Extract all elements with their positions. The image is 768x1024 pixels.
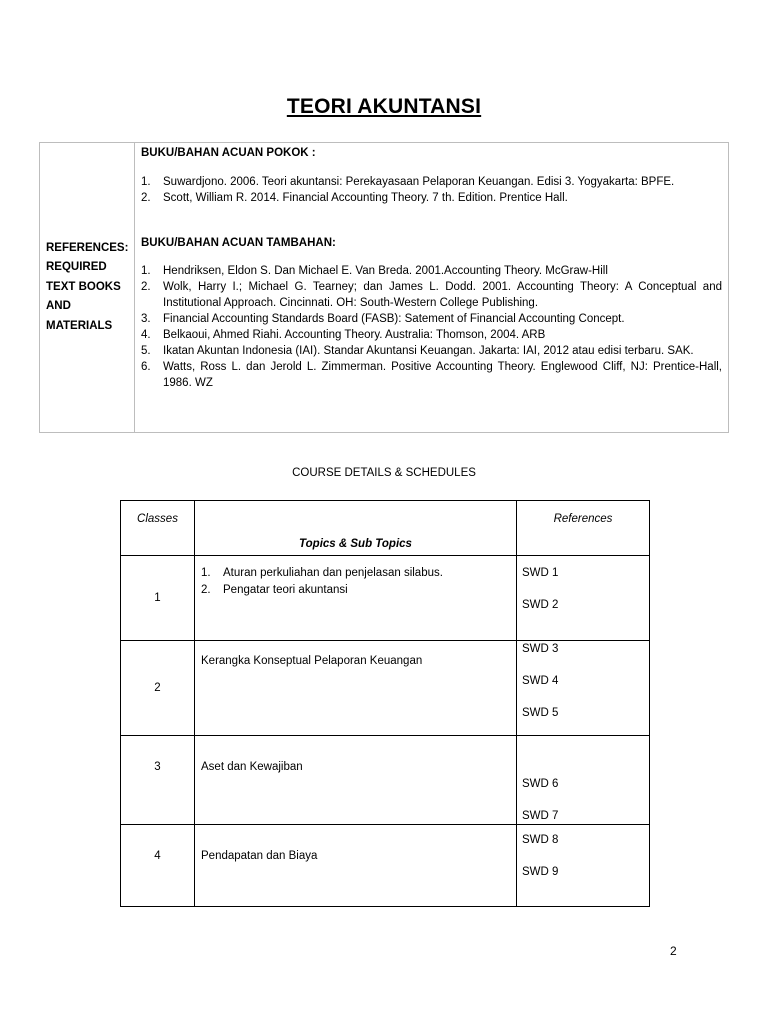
ref-code: SWD 7 — [522, 810, 559, 822]
classes-header: Classes — [121, 501, 195, 556]
ref-code — [522, 760, 644, 776]
class-number: 3 — [121, 736, 195, 825]
schedule-heading: COURSE DETAILS & SCHEDULES — [292, 467, 476, 479]
topics-header: Topics & Sub Topics — [195, 501, 517, 556]
references-label-line: REQUIRED — [46, 261, 107, 274]
references-label-line: MATERIALS — [46, 319, 113, 332]
references-label-line: TEXT BOOKS — [46, 280, 121, 293]
references-content — [135, 143, 729, 433]
primary-references-list — [141, 174, 722, 206]
ref-code — [522, 581, 644, 597]
list-number: 1. — [141, 176, 151, 188]
table-row — [121, 556, 650, 641]
list-text: Watts, Ross L. dan Jerold L. Zimmerman. Positive Accounting Theory. Englewood Cliff, NJ: Prentice-Hall, 1986. WZ — [163, 361, 722, 389]
class-number: 1 — [121, 556, 195, 641]
list-number: 6. — [141, 361, 151, 373]
list-text: Pengatar teori akuntansi — [223, 584, 348, 596]
list-text: Wolk, Harry I.; Michael G. Tearney; dan James L. Dodd. 2001. Accounting Theory: A Conceptual and Institutional Approach. Cincinnati. OH: South-Western College Publishing. — [163, 281, 722, 309]
references-label-line: REFERENCES: — [46, 241, 129, 254]
ref-code — [522, 689, 644, 705]
ref-code — [522, 848, 644, 864]
ref-code: SWD 9 — [522, 866, 559, 878]
list-number: 5. — [141, 345, 151, 357]
table-row — [121, 825, 650, 907]
ref-code: SWD 3 — [522, 643, 559, 655]
list-number: 2. — [201, 584, 211, 596]
page-number: 2 — [670, 944, 677, 958]
ref-code: SWD 1 — [522, 567, 559, 579]
ref-code: SWD 8 — [522, 834, 559, 846]
list-text: Scott, William R. 2014. Financial Accounting Theory. 7 th. Edition. Prentice Hall. — [163, 192, 568, 204]
list-number: 2. — [141, 192, 151, 204]
topic-cell: Pendapatan dan Biaya — [195, 825, 517, 907]
ref-code: SWD 4 — [522, 675, 559, 687]
list-number: 1. — [141, 265, 151, 277]
topic-cell: Kerangka Konseptual Pelaporan Keuangan — [195, 641, 517, 736]
list-item — [141, 311, 722, 327]
list-item — [141, 174, 722, 190]
list-text: Belkaoui, Ahmed Riahi. Accounting Theory. Australia: Thomson, 2004. ARB — [163, 329, 546, 341]
list-item — [201, 582, 510, 599]
list-item — [141, 263, 722, 279]
ref-code — [522, 792, 644, 808]
topic-cell — [195, 556, 517, 641]
list-item — [141, 327, 722, 343]
refs-cell — [517, 641, 650, 736]
list-number: 1. — [201, 567, 211, 579]
table-row — [121, 736, 650, 825]
ref-code: SWD 6 — [522, 778, 559, 790]
class-number: 4 — [121, 825, 195, 907]
list-number: 3. — [141, 313, 151, 325]
additional-references-heading: BUKU/BAHAN ACUAN TAMBAHAN: — [141, 237, 336, 249]
document-title: TEORI AKUNTANSI — [286, 95, 482, 118]
ref-code: SWD 2 — [522, 599, 559, 611]
topic-cell: Aset dan Kewajiban — [195, 736, 517, 825]
list-text: Ikatan Akuntan Indonesia (IAI). Standar Akuntansi Keuangan. Jakarta: IAI, 2012 atau edisi terbaru. SAK. — [163, 345, 694, 357]
ref-code: SWD 5 — [522, 707, 559, 719]
ref-code — [522, 657, 644, 673]
references-label — [40, 143, 135, 433]
list-text: Financial Accounting Standards Board (FASB): Satement of Financial Accounting Concept. — [163, 313, 625, 325]
list-item — [201, 565, 510, 582]
list-item — [141, 279, 722, 311]
list-number: 2. — [141, 281, 151, 293]
list-item — [141, 359, 722, 391]
list-text: Suwardjono. 2006. Teori akuntansi: Perekayasaan Pelaporan Keuangan. Edisi 3. Yogyakarta: BPFE. — [163, 176, 675, 188]
table-row — [121, 641, 650, 736]
class-number: 2 — [121, 641, 195, 736]
list-number: 4. — [141, 329, 151, 341]
refs-cell — [517, 556, 650, 641]
list-text: Hendriksen, Eldon S. Dan Michael E. Van Breda. 2001.Accounting Theory. McGraw-Hill — [163, 265, 608, 277]
list-item — [141, 343, 722, 359]
list-text: Aturan perkuliahan dan penjelasan silabus. — [223, 567, 443, 579]
primary-references-heading: BUKU/BAHAN ACUAN POKOK : — [141, 147, 316, 159]
references-label-line: AND — [46, 300, 71, 313]
schedule-table — [120, 500, 650, 907]
additional-references-list — [141, 263, 722, 391]
references-table — [39, 142, 729, 433]
refs-cell — [517, 825, 650, 907]
ref-code — [522, 744, 644, 760]
refs-cell — [517, 736, 650, 825]
references-header: References — [517, 501, 650, 556]
list-item — [141, 190, 722, 206]
topic-list — [201, 565, 510, 599]
